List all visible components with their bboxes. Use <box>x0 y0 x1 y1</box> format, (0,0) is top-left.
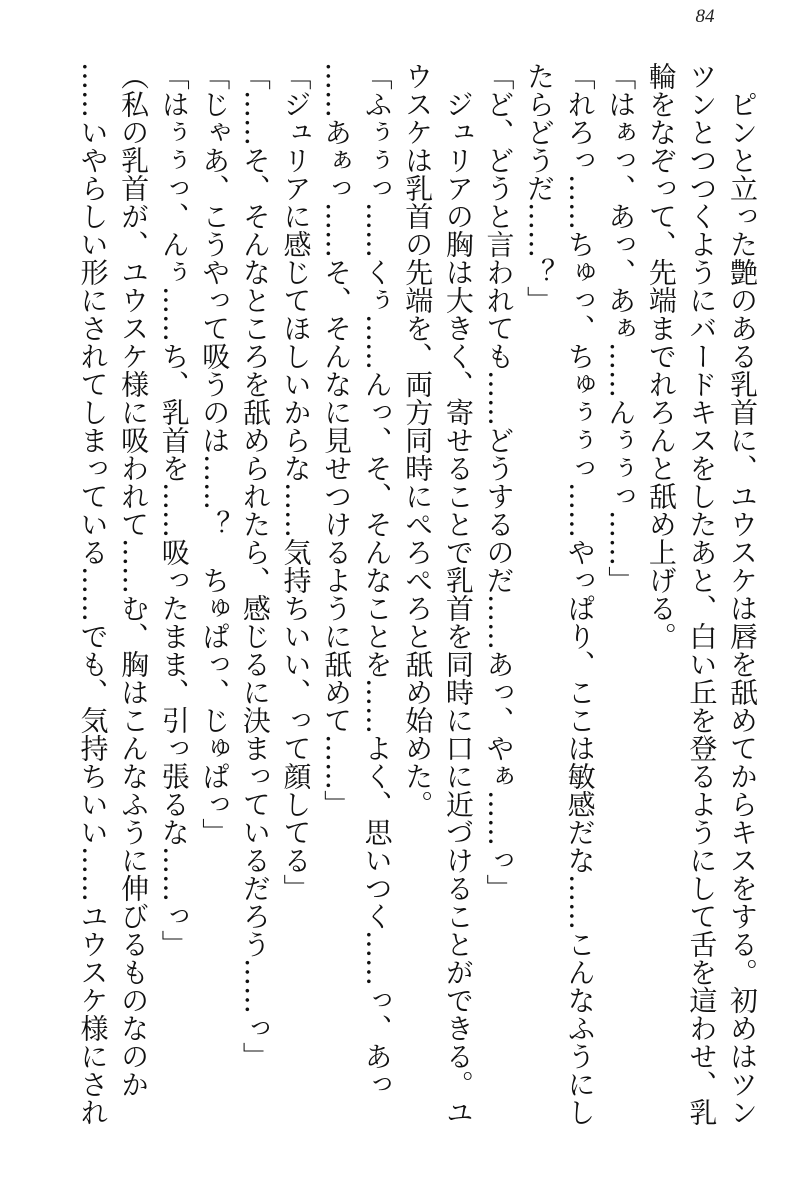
text-column-10: 「ふぅぅっ……くぅ……んっ、そ、そんなことを……よく、思いつく……っ、あっ <box>360 62 394 1098</box>
text-column-1: ピンと立った艶のある乳首に、ユウスケは唇を舐めてからキスをする。初めはツン <box>726 62 759 1126</box>
text-column-6: たらどうだ……？」 <box>523 62 557 314</box>
text-column-8: ジュリアの胸は大きく、寄せることで乳首を同時に口に近づけることができる。ユ <box>441 62 475 1126</box>
text-column-7: 「ど、どうと言われても……どうするのだ……あっ、やぁ……っ」 <box>482 62 516 902</box>
text-column-16: （私の乳首が、ユウスケ様に吸われて……む、胸はこんなふうに伸びるものなのか <box>117 62 151 1098</box>
text-column-11: ……あぁっ……そ、そんなに見せつけるように舐めて……」 <box>320 62 354 818</box>
text-column-13: 「……そ、そんなところを舐められたら、感じるに決まっているだろう……っ」 <box>238 62 272 1070</box>
text-column-3: 輪をなぞって、先端までれろんと舐め上げる。 <box>644 62 678 650</box>
text-column-5: 「れろっ……ちゅっ、ちゅぅぅっ……やっぱり、ここは敏感だな……こんなふうにし <box>563 62 597 1126</box>
text-column-14: 「じゃあ、こうやって吸うのは……？ ちゅぱっ、じゅぱっ」 <box>198 62 232 846</box>
page-number: 84 <box>695 6 715 27</box>
text-column-2: ツンとつつくようにバードキスをしたあと、白い丘を登るようにして舌を這わせ、乳 <box>685 62 719 1126</box>
vertical-body-text <box>38 62 762 1142</box>
text-column-4: 「はぁっ、あっ、あぁ……んぅぅっ……」 <box>604 62 638 594</box>
text-column-9: ウスケは乳首の先端を、両方同時にぺろぺろと舐め始めた。 <box>401 62 435 818</box>
text-column-15: 「はぅぅっ、んぅ……ち、乳首を……吸ったまま、引っ張るな……っ」 <box>157 62 191 958</box>
text-column-17: ……いやらしい形にされてしまっている……でも、気持ちいい……ユウスケ様にされ <box>76 62 110 1126</box>
text-column-12: 「ジュリアに感じてほしいからな……気持ちいい、って顔してる」 <box>279 62 313 902</box>
